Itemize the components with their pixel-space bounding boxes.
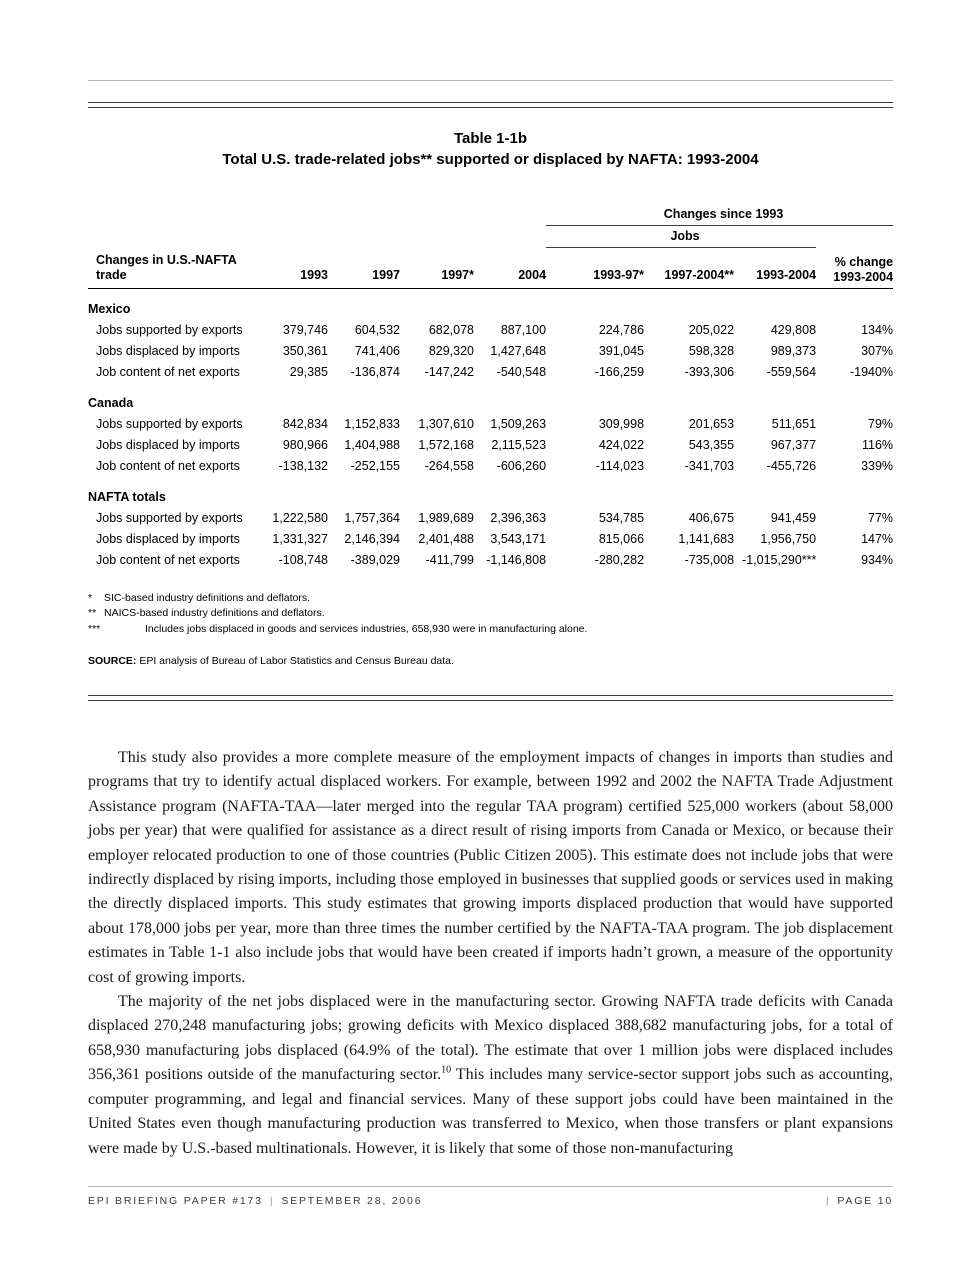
section-row-nafta-totals: [88, 477, 893, 508]
source-text: EPI analysis of Bureau of Labor Statistics and Census Bureau data.: [139, 655, 454, 667]
table-cell: 1,989,689: [418, 510, 474, 525]
table-cell: 543,355: [688, 437, 735, 452]
table-cell: 842,834: [282, 416, 328, 431]
page-top-rule: [88, 80, 893, 81]
table-row: [88, 508, 893, 529]
col-header-1993: 1993: [256, 248, 328, 289]
paragraph-1: This study also provides a more complete measure of the employment impacts of changes in imports than studies and programs that try to identify actual displaced workers. For example, between 1992 and 2002 the NAFTA Trade Adjustment Assistance program (NAFTA-TAA—later merged into the regular TAA program) certified 525,000 workers (about 58,000 jobs per year) that were qualified for assistance as a direct result of rising imports from Canada or Mexico, or because their employer relocated production to one of those countries (Public Citizen 2005). This estimate does not include jobs that were indirectly displaced by rising imports, including those employed in businesses that supplied goods or services used in making the directly displaced imports. This study estimates that growing imports displaced production that would have supported about 178,000 jobs per year, more than three times the number certified by the NAFTA-TAA program. The job displacement estimates in Table 1-1 also include jobs that would have been created if imports hadn’t grown, a measure of the opportunity cost of growing imports.: [88, 749, 893, 986]
table-cell: 682,078: [428, 322, 474, 337]
table-cell: 598,328: [688, 343, 735, 358]
footer-left: [88, 1195, 422, 1207]
table-cell: 1,757,364: [344, 510, 400, 525]
table-block: [88, 102, 893, 701]
table-cell: 406,675: [688, 510, 735, 525]
table-cell: 2,396,363: [490, 510, 547, 525]
footnote: [88, 622, 893, 638]
table-cell: 1,427,648: [490, 343, 547, 358]
table-cell: -341,703: [684, 458, 735, 473]
table-cell: 224,786: [598, 322, 645, 337]
section-name: NAFTA totals: [88, 489, 166, 504]
row-label: Jobs supported by exports: [96, 510, 243, 525]
table-cell: 741,406: [354, 343, 400, 358]
nafta-jobs-table: [88, 204, 893, 571]
table-top-double-rule: [88, 102, 893, 108]
table-cell: -114,023: [595, 458, 645, 473]
footnote-marker: **: [88, 607, 97, 619]
col-header-2004: 2004: [474, 248, 546, 289]
table-cell-total: 1,956,750: [760, 531, 817, 546]
table-cell-total: -1,015,290***: [742, 552, 817, 567]
stub-header: Changes in U.S.-NAFTA trade: [88, 248, 256, 289]
table-row: [88, 362, 893, 383]
table-cell: -455,726: [766, 458, 817, 473]
table-cell: 829,320: [428, 343, 474, 358]
footnote-marker: ***: [88, 622, 101, 635]
table-cell: 1,141,683: [678, 531, 735, 546]
table-cell: 424,022: [598, 437, 645, 452]
footer-publication: EPI BRIEFING PAPER #173: [88, 1195, 263, 1207]
table-cell: 391,045: [598, 343, 645, 358]
body-text: [88, 746, 893, 1161]
table-cell: 339%: [861, 458, 894, 473]
col-header-1993-97: 1993-97*: [546, 248, 644, 289]
col-header-1997-sic: 1997*: [400, 248, 474, 289]
table-cell: -559,564: [766, 364, 817, 379]
table-row: [88, 414, 893, 435]
table-cell: -389,029: [350, 552, 400, 567]
source-line: [88, 655, 893, 667]
table-cell: -108,748: [278, 552, 328, 567]
table-cell: -540,548: [496, 364, 547, 379]
jobs-subheader: Jobs: [546, 226, 816, 248]
table-cell-total: 941,459: [770, 510, 817, 525]
row-label: Jobs supported by exports: [96, 416, 243, 431]
pct-change-header-line1: % change: [834, 254, 894, 269]
table-cell: 429,808: [770, 322, 817, 337]
footer-date: SEPTEMBER 28, 2006: [281, 1195, 423, 1207]
table-cell: 3,543,171: [490, 531, 547, 546]
row-label: Jobs displaced by imports: [96, 531, 240, 546]
paragraph-2-text: The majority of the net jobs displaced were in the manufacturing sector. Growing NAFTA trade deficits with Canada displaced 270,248 manufacturing jobs; growing deficits with Mexico displaced 388,682 manufacturing jobs, for a total of 658,930 manufacturing jobs displaced (64.9% of the total). The estimate that over 1 million jobs were displaced includes 356,361 positions outside of the manufacturing sector.: [88, 993, 893, 1084]
table-cell: -1940%: [849, 364, 894, 379]
paragraph-2-continued: This includes many service-sector support jobs such as accounting, computer programming, and legal and financial services. Many of these support jobs could have been maintained in the United States even though manufacturing production was transferred to Mexico, when those transfers or plant expansions were made by U.S.-based multinationals. However, it is likely that some of those non-manufacturing: [88, 1066, 894, 1157]
table-cell: 147%: [861, 531, 894, 546]
row-label: Jobs displaced by imports: [96, 343, 240, 358]
table-row: [88, 550, 893, 571]
column-header-row: [88, 248, 893, 289]
row-label: Job content of net exports: [96, 458, 240, 473]
section-name: Mexico: [88, 301, 131, 316]
table-number: Table 1-1b: [453, 130, 528, 147]
table-caption: Total U.S. trade-related jobs** supported or displaced by NAFTA: 1993-2004: [222, 151, 759, 168]
table-cell: 79%: [868, 416, 894, 431]
table-cell: 116%: [862, 437, 894, 452]
row-label: Job content of net exports: [96, 364, 240, 379]
table-cell: 887,100: [500, 322, 547, 337]
footnote-reference-10: 10: [441, 1064, 452, 1076]
footnote-text: NAICS-based industry definitions and deflators.: [104, 607, 325, 619]
section-row-mexico: [88, 288, 893, 320]
table-cell: -1,146,808: [486, 552, 547, 567]
table-cell: 1,509,263: [490, 416, 547, 431]
footnote-marker: *: [88, 591, 93, 604]
table-cell: -166,259: [594, 364, 645, 379]
table-cell: 1,152,833: [344, 416, 400, 431]
table-cell: -280,282: [594, 552, 645, 567]
table-title: [88, 128, 893, 170]
footnotes: [88, 591, 893, 638]
footer-page-number: PAGE 10: [837, 1195, 893, 1207]
col-header-1997-2004: 1997-2004**: [644, 248, 734, 289]
table-cell: 1,222,580: [272, 510, 328, 525]
table-cell: 2,401,488: [418, 531, 474, 546]
spacer-cell: [88, 204, 546, 226]
col-header-1993-2004: 1993-2004: [734, 248, 816, 289]
footnote-text: Includes jobs displaced in goods and services industries, 658,930 were in manufacturing alone.: [145, 622, 588, 635]
row-label: Jobs supported by exports: [96, 322, 243, 337]
table-cell: -136,874: [350, 364, 400, 379]
table-bottom-double-rule: [88, 695, 893, 701]
table-cell: 511,651: [771, 416, 817, 431]
table-cell: 934%: [861, 552, 894, 567]
footer-separator: |: [825, 1195, 831, 1207]
group-header-row: [88, 204, 893, 226]
table-cell: -735,008: [684, 552, 735, 567]
table-cell: -411,799: [425, 552, 474, 567]
table-cell: 1,307,610: [418, 416, 474, 431]
page-footer: [88, 1195, 893, 1207]
footnote-text: SIC-based industry definitions and deflators.: [104, 591, 311, 604]
table-cell: -138,132: [278, 458, 328, 473]
table-row: [88, 456, 893, 477]
table-cell: 309,998: [598, 416, 645, 431]
table-cell: 379,746: [282, 322, 328, 337]
table-cell: 201,653: [688, 416, 735, 431]
table-cell: 980,966: [282, 437, 328, 452]
table-cell: -606,260: [496, 458, 547, 473]
table-cell: 815,066: [598, 531, 645, 546]
footnote: [88, 591, 893, 607]
footnote: [88, 606, 893, 622]
table-cell: 205,022: [688, 322, 735, 337]
table-cell: 77%: [868, 510, 894, 525]
table-cell: 2,115,523: [491, 437, 547, 452]
table-row: [88, 341, 893, 362]
table-cell: -147,242: [424, 364, 474, 379]
row-label: Job content of net exports: [96, 552, 240, 567]
subgroup-header-row: [88, 226, 893, 248]
table-cell: 989,373: [770, 343, 817, 358]
table-cell: -264,558: [424, 458, 474, 473]
table-cell: 1,404,988: [344, 437, 400, 452]
footer-right: [819, 1195, 893, 1207]
pct-change-header-line2: 1993-2004: [833, 269, 894, 284]
source-label: SOURCE:: [88, 655, 137, 667]
table-cell: -393,306: [684, 364, 735, 379]
spacer-cell: [88, 226, 546, 248]
table-cell: 350,361: [282, 343, 328, 358]
table-row: [88, 529, 893, 550]
table-cell: 2,146,394: [344, 531, 400, 546]
changes-since-1993-header: Changes since 1993: [546, 204, 893, 226]
table-row: [88, 435, 893, 456]
table-cell: 29,385: [289, 364, 328, 379]
section-name: Canada: [88, 395, 134, 410]
table-cell: -252,155: [350, 458, 400, 473]
table-cell: 134%: [861, 322, 894, 337]
footer-rule: [88, 1186, 893, 1187]
section-row-canada: [88, 383, 893, 414]
footer-separator: |: [269, 1195, 275, 1207]
pct-change-header: [816, 226, 893, 289]
row-label: Jobs displaced by imports: [96, 437, 240, 452]
table-cell: 307%: [861, 343, 894, 358]
col-header-1997: 1997: [328, 248, 400, 289]
table-cell: 534,785: [598, 510, 645, 525]
table-cell: 1,331,327: [272, 531, 328, 546]
table-cell: 967,377: [770, 437, 817, 452]
table-row: [88, 320, 893, 341]
table-cell: 604,532: [354, 322, 400, 337]
paragraph-2: [88, 990, 893, 1161]
table-cell: 1,572,168: [418, 437, 474, 452]
